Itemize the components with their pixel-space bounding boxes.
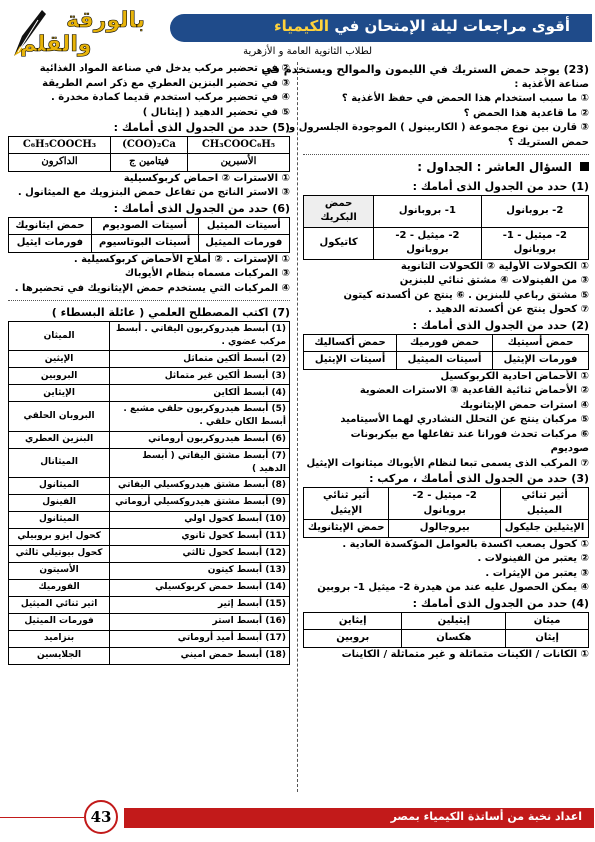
- left-column: [8, 62, 290, 665]
- table-cell: حمض ايثانويك: [9, 217, 92, 235]
- section-title: السؤال العاشر : الجداول :: [303, 159, 589, 176]
- dotted-separator: [303, 154, 589, 155]
- table-cell: فيتامين ج: [111, 154, 188, 172]
- table-4: [303, 612, 589, 648]
- text-line: ① الكانات / الكينات متماثلة و غير متماثلة / الكاينات: [341, 648, 589, 660]
- table-row: [9, 385, 290, 402]
- table-2: [303, 334, 589, 370]
- table-row: [9, 494, 290, 511]
- table-row: [304, 630, 589, 648]
- table-row: [9, 368, 290, 385]
- text-line: ④ يمكن الحصول عليه عند من هيدرة 2- ميثيل 1- بروبين: [317, 582, 589, 594]
- table-row: [9, 402, 290, 431]
- table-row: [304, 334, 589, 352]
- term-answer: الميثانول: [9, 511, 110, 528]
- table-cell: حمض أسيتيك: [493, 334, 589, 352]
- term-answer: البروبين: [9, 368, 110, 385]
- table-2-title: (2) حدد من الجدول الذى أمامك :: [412, 318, 589, 332]
- page-header: [0, 0, 595, 62]
- text-line: ④ في تحضير مركب استخدم قديما كمادة مخدرة .: [50, 92, 290, 103]
- table-row: [9, 528, 290, 545]
- table-row: [9, 613, 290, 630]
- text-line: ⑦ المركب الذى يسمى تبعا لنظام الأيوباك ميثانوات الإيثيل: [306, 457, 589, 469]
- footer-credit: اعداد نخبة من أساتذة الكيمياء بمصر: [390, 810, 582, 823]
- term-answer: الفورميك: [9, 579, 110, 596]
- table-row: [304, 227, 589, 259]
- term-definition: (9) أبسط مشتق هيدروكسيلي أروماتي: [110, 494, 290, 511]
- text-line: ⑤ مركبان ينتج عن التحلل النشادري لهما الأسيتاميد: [340, 414, 589, 426]
- table-row: [304, 612, 589, 630]
- table-cell: 2- بروبانول: [481, 195, 588, 227]
- table-row: [304, 352, 589, 370]
- table-cell: 1- بروبانول: [374, 195, 481, 227]
- text-line: ① الأحماض احادية الكربوكسيل: [440, 370, 589, 382]
- table-cell: الأسبرين: [188, 154, 290, 172]
- text-line: ③ قارن بين نوع مجموعة ( الكاربينول ) الموجودة الجلسرول و: [289, 122, 589, 134]
- table-5: [8, 136, 290, 172]
- terms-table-body: [9, 322, 290, 664]
- table-4-title: (4) حدد من الجدول الذى أمامك :: [412, 596, 589, 610]
- term-answer: بنزاميد: [9, 630, 110, 647]
- table-3: [303, 487, 589, 538]
- table-5-title: (5) حدد من الجدول الذى أمامك :: [113, 121, 290, 134]
- term-definition: (1) أبسط هيدروكربون اليفاتي . أبسط مركب عضوي .: [110, 322, 290, 351]
- table-cell: حمض أكساليك: [304, 334, 397, 352]
- page-title: [274, 17, 570, 35]
- text-line: ② الأحماض ثنائية القاعدية ③ الاسترات العضوية: [359, 385, 589, 397]
- table-row: [9, 647, 290, 664]
- table-row: [9, 136, 290, 154]
- square-bullet-icon: [580, 162, 589, 171]
- table-cell: إيثان: [506, 630, 589, 648]
- table-row: [9, 448, 290, 477]
- text-line: (23) يوجد حمض الستريك في الليمون والموالح ويستخدم في: [261, 63, 589, 76]
- table-row: [9, 351, 290, 368]
- text-line: ⑤ في تحضير الدهيد ( إيثانال ): [142, 106, 290, 118]
- text-line: ② ما قاعدية هذا الحمض ؟: [463, 107, 589, 119]
- title-highlight: الكيمياء: [273, 17, 330, 35]
- table-row: [9, 235, 290, 253]
- term-definition: (18) أبسط حمض اميني: [110, 647, 290, 664]
- table-row: [9, 477, 290, 494]
- term-answer: الفينول: [9, 494, 110, 511]
- page-footer: [0, 800, 595, 834]
- text-line: ③ في تحضير البنزين العطري مع ذكر اسم الطريقة: [42, 77, 290, 89]
- table-row: [304, 195, 589, 227]
- text-line: ③ من الفينولات ④ مشتق ثنائي للبنزين: [399, 275, 589, 287]
- term-definition: (7) أبسط مشتق اليفاتي ( أبسط الدهيد ): [110, 448, 290, 477]
- term-answer: البنزين العطري: [9, 431, 110, 448]
- table-cell: أسيتات الميثيل: [198, 217, 289, 235]
- text-line: ⑦ كحول ينتج عن أكسدته الدهيد .: [428, 304, 589, 316]
- term-definition: (6) أبسط هيدروكربون أروماتي: [110, 431, 290, 448]
- text-line: ⑤ مشتق رباعي للبنزين . ⑥ ينتج عن أكسدته كيتون: [343, 289, 589, 301]
- table-7-title: (7) اكتب المصطلح العلمي ( عائلة البسطاء ): [51, 306, 290, 320]
- table-row: [9, 630, 290, 647]
- page-number: 43: [84, 800, 118, 834]
- table-row: [9, 322, 290, 351]
- term-answer: كحول بيوتيلي ثالثي: [9, 545, 110, 562]
- table-row: [304, 520, 589, 538]
- text-line: ③ يعتبر من الإيثرات .: [485, 567, 589, 579]
- table-cell: هكسان: [402, 630, 506, 648]
- table-cell: إيثاين: [304, 612, 402, 630]
- table-cell: أسيتات الصوديوم: [91, 217, 198, 235]
- table-cell: 2- ميثيل - 2- بروبانول: [389, 488, 501, 520]
- table-cell: أثير ثنائي الإيثيل: [304, 488, 389, 520]
- term-definition: (8) أبسط مشتق هيدروكسيلي اليفاتي: [110, 477, 290, 494]
- table-6: [8, 217, 290, 253]
- term-answer: فورمات الميثيل: [9, 613, 110, 630]
- table-row: [9, 154, 290, 172]
- table-cell: بيروجالول: [389, 520, 501, 538]
- term-definition: (11) أبسط كحول ثانوي: [110, 528, 290, 545]
- table-1-title: (1) حدد من الجدول الذى أمامك :: [412, 179, 589, 193]
- logo-text-line1: بالورقة: [66, 8, 145, 33]
- term-answer: البروبان الحلقي: [9, 402, 110, 431]
- text-line: ③ الاستر الناتج من تفاعل حمض البنزويك مع الميثانول .: [17, 187, 290, 199]
- table-cell: إيثيلين: [402, 612, 506, 630]
- table-cell: فورمات الإيثيل: [493, 352, 589, 370]
- table-cell: كاتيكول: [304, 227, 374, 259]
- table-6-title: (6) حدد من الجدول الذى أمامك :: [113, 201, 290, 215]
- table-cell: فورمات الميثيل: [198, 235, 289, 253]
- table-row: [9, 579, 290, 596]
- logo: [6, 4, 156, 60]
- table-1: [303, 195, 589, 260]
- term-answer: اثير ثنائي الميثيل: [9, 596, 110, 613]
- text-line: ④ المركبات التي يستخدم حمض الإيثانويك في تحضيرها .: [14, 282, 290, 294]
- term-definition: (3) أبسط ألكين غير متماثل: [110, 368, 290, 385]
- term-answer: الميثانول: [9, 477, 110, 494]
- table-cell: فورمات ايثيل: [9, 235, 92, 253]
- table-cell: الداكرون: [9, 154, 111, 172]
- question-23: [261, 62, 589, 150]
- title-banner: [170, 14, 588, 42]
- table-cell: بروبين: [304, 630, 402, 648]
- term-answer: الميثانال: [9, 448, 110, 477]
- table-row: [9, 431, 290, 448]
- text-line: حمض الستريك ؟: [507, 136, 589, 148]
- table-row: [9, 511, 290, 528]
- right-column: [261, 62, 589, 662]
- formula-cell: C₆H₅COOCH₃: [9, 136, 111, 154]
- table-cell: 2- ميثيل - 1- بروبانول: [481, 227, 588, 259]
- term-definition: (17) أبسط أميد أروماتي: [110, 630, 290, 647]
- footer-bar: [124, 808, 594, 828]
- table-row: [304, 488, 589, 520]
- text-line: ① الكحولات الأولية ② الكحولات الثانوية: [400, 260, 589, 272]
- text-line: صوديوم: [550, 443, 589, 455]
- page-subtitle: لطلاب الثانوية العامة و الأزهرية: [243, 46, 372, 57]
- term-answer: الجلايسين: [9, 647, 110, 664]
- term-answer: كحول ايزو بروبيلي: [9, 528, 110, 545]
- text-line: ① كحول يصعب اكسدة بالعوامل المؤكسدة العادية .: [342, 538, 589, 550]
- table-cell: أثير ثنائي الميثيل: [501, 488, 589, 520]
- term-definition: (10) أبسط كحول اولي: [110, 511, 290, 528]
- term-answer: الميثان: [9, 322, 110, 351]
- table-cell: حمض فورميك: [397, 334, 493, 352]
- term-answer: الإيثين: [9, 351, 110, 368]
- table-cell: أسيتات البوتاسيوم: [91, 235, 198, 253]
- table-3-title: (3) حدد من الجدول الذى أمامك ، مركب :: [369, 472, 589, 486]
- text-line: ④ استرات حمض الإيثانويك: [459, 399, 589, 411]
- term-answer: الأسيتون: [9, 562, 110, 579]
- table-cell: حمض الإيثانويك: [304, 520, 389, 538]
- term-definition: (15) أبسط إثير: [110, 596, 290, 613]
- formula-cell: CH₃COOC₆H₅: [188, 136, 290, 154]
- term-answer: الإيثاين: [9, 385, 110, 402]
- term-definition: (2) أبسط ألكين متماثل: [110, 351, 290, 368]
- text-line: ① الاسترات ② احماض كربوكسيلية: [123, 172, 290, 184]
- dotted-separator: [8, 300, 290, 301]
- term-definition: (13) أبسط كيتون: [110, 562, 290, 579]
- footer-rule: [0, 817, 84, 818]
- logo-text-line2: والقلم: [20, 32, 92, 57]
- table-row: [9, 545, 290, 562]
- term-definition: (4) أبسط ألكاين: [110, 385, 290, 402]
- table-row: [9, 562, 290, 579]
- text-line: ① الإسترات . ② أملاح الأحماض كربوكسيلية .: [73, 253, 290, 265]
- text-line: ② في تحضير مركب يدخل في صناعة المواد الغذائية: [39, 63, 290, 74]
- text-line: ② يعتبر من الفينولات .: [477, 553, 589, 565]
- formula-cell: (COO)₂Ca: [111, 136, 188, 154]
- table-cell: الإيثيلين جليكول: [501, 520, 589, 538]
- term-definition: (16) أبسط استر: [110, 613, 290, 630]
- text-line: ⑥ مركبات تحدث فورانا عند تفاعلها مع بيكربونات: [350, 428, 589, 440]
- text-line: ① ما سبب استخدام هذا الحمض في حفظ الأغذية ؟: [341, 93, 589, 105]
- column-divider: [297, 62, 298, 792]
- table-cell: أسيتات الميثيل: [397, 352, 493, 370]
- table-cell: أسيتات الإيثيل: [304, 352, 397, 370]
- term-definition: (5) أبسط هيدروكربون حلقي مشبع . أبسط الكان حلقي .: [110, 402, 290, 431]
- table-cell: ميثان: [506, 612, 589, 630]
- term-definition: (12) أبسط كحول ثالثي: [110, 545, 290, 562]
- terms-table: [8, 321, 290, 664]
- table-row: [9, 596, 290, 613]
- table-row: [9, 217, 290, 235]
- term-definition: (14) أبسط حمض كربوكسيلي: [110, 579, 290, 596]
- table-cell: حمض البكريك: [304, 195, 374, 227]
- table-cell: 2- ميثيل - 2- بروبانول: [374, 227, 481, 259]
- text-line: صناعة الأغذية :: [514, 78, 589, 90]
- text-line: ③ المركبات مسماه بنظام الأيوباك: [124, 268, 290, 280]
- title-prefix: أقوى مراجعات ليلة الإمتحان في: [334, 17, 570, 35]
